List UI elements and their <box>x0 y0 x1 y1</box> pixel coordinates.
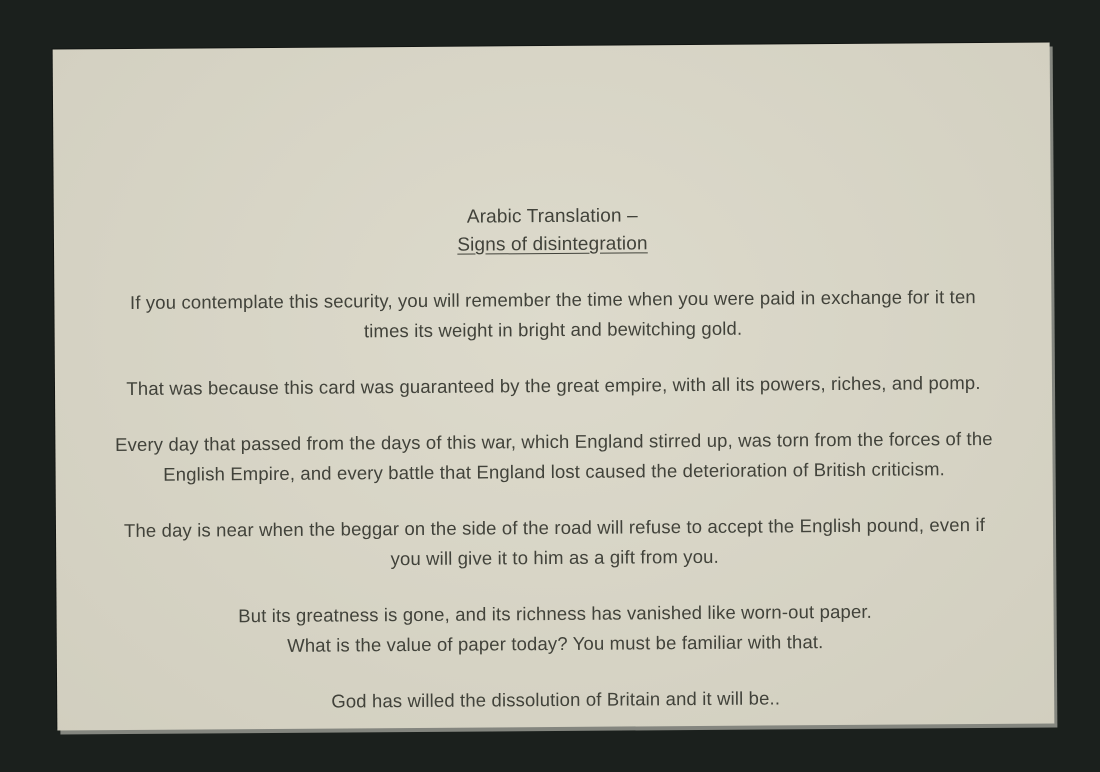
document-title <box>72 200 1033 263</box>
document-card <box>53 43 1055 731</box>
paragraph-4 <box>74 510 1035 577</box>
title-line-2: Signs of disintegration <box>457 233 648 256</box>
paragraph-1 <box>72 282 1033 349</box>
document-content <box>53 43 1055 719</box>
paragraph-line: The day is near when the beggar on the side of the road will refuse to accept the English pound, even if <box>123 513 986 542</box>
paragraph-line: What is the value of paper today? You must be familiar with that. <box>287 631 824 656</box>
title-line-1: Arabic Translation – <box>466 205 638 228</box>
paragraph-line: you will give it to him as a gift from you. <box>390 545 719 570</box>
paragraph-line: times its weight in bright and bewitching gold. <box>363 317 743 342</box>
paragraph-line: Every day that passed from the days of this war, which England stirred up, was torn from the forces of the <box>115 427 993 456</box>
paragraph-line: English Empire, and every battle that England lost caused the deterioration of British criticism. <box>163 458 945 485</box>
paragraph-line: But its greatness is gone, and its richness has vanished like worn-out paper. <box>238 600 872 627</box>
paragraph-line: If you contemplate this security, you will remember the time when you were paid in exchange for it ten <box>129 286 976 313</box>
paragraph-6 <box>75 682 1036 719</box>
paragraph-5 <box>74 596 1035 663</box>
paragraph-2 <box>73 368 1034 405</box>
paragraph-line: God has willed the dissolution of Britain and it will be.. <box>331 687 781 712</box>
paragraph-line: That was because this card was guaranteed by the great empire, with all its powers, riches, and pomp. <box>126 372 981 399</box>
paragraph-3 <box>73 424 1034 491</box>
